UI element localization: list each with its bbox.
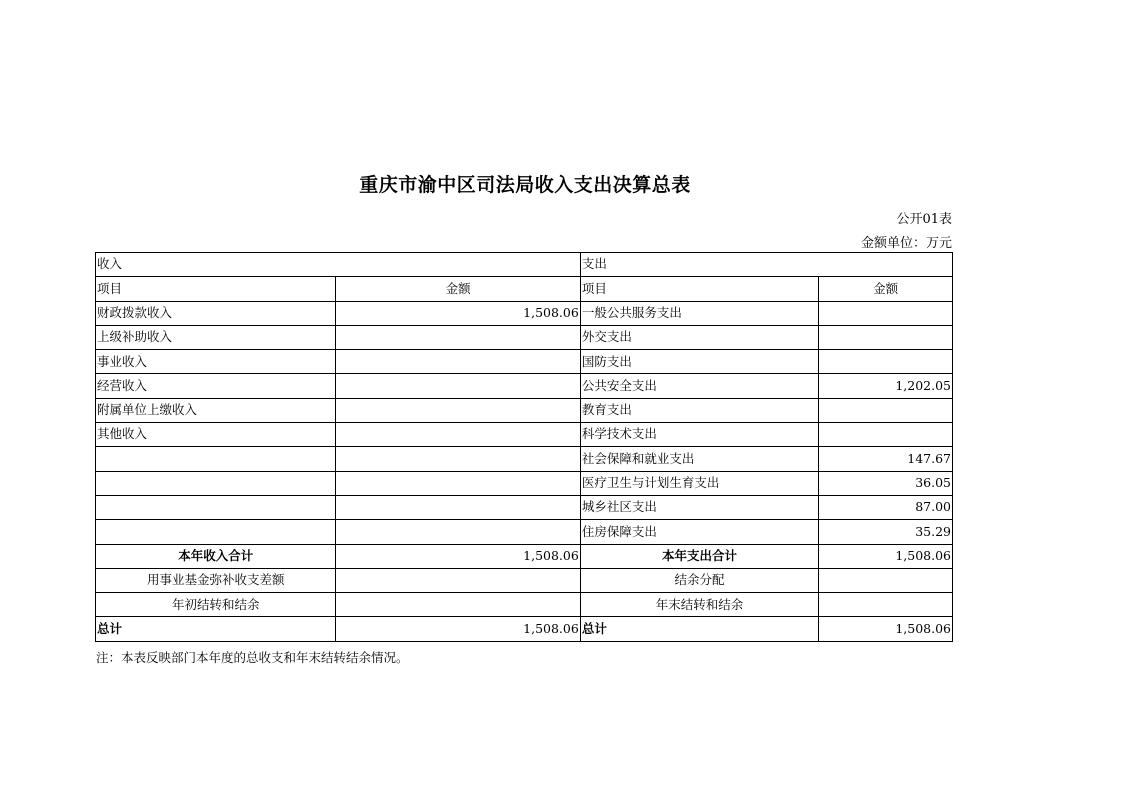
income-total-amount: 1,508.06 [336,617,580,641]
income-extra-amount [336,593,580,617]
table-row [96,520,953,544]
expense-amount: 1,202.05 [819,374,953,398]
income-amount [336,350,580,374]
table-row [96,447,953,471]
expense-item: 外交支出 [580,325,818,349]
table-row [96,301,953,325]
income-extra-label: 用事业基金弥补收支差额 [96,568,336,592]
expense-header: 支出 [580,253,952,277]
table-row [96,495,953,519]
income-item [96,495,336,519]
income-item [96,447,336,471]
income-amount-header: 金额 [336,277,580,301]
table-row [96,374,953,398]
table-row [96,471,953,495]
income-amount [336,447,580,471]
expense-amount [819,398,953,422]
page-title: 重庆市渝中区司法局收入支出决算总表 [359,174,691,196]
expense-subtotal-label: 本年支出合计 [580,544,818,568]
income-item [96,520,336,544]
income-extra-label: 年初结转和结余 [96,593,336,617]
table-row [96,350,953,374]
table-row [96,423,953,447]
expense-amount [819,301,953,325]
expense-amount-header: 金额 [819,277,953,301]
income-amount [336,520,580,544]
expense-item: 住房保障支出 [580,520,818,544]
income-item: 其他收入 [96,423,336,447]
income-amount [336,374,580,398]
income-amount: 1,508.06 [336,301,580,325]
income-item: 附属单位上缴收入 [96,398,336,422]
income-amount [336,325,580,349]
income-header: 收入 [96,253,581,277]
income-amount [336,398,580,422]
income-item-header: 项目 [96,277,336,301]
unit-label: 金额单位：万元 [860,236,952,251]
expense-total-label: 总计 [580,617,818,641]
expense-item: 一般公共服务支出 [580,301,818,325]
expense-amount: 35.29 [819,520,953,544]
expense-extra-amount [819,593,953,617]
expense-item: 公共安全支出 [580,374,818,398]
income-amount [336,471,580,495]
expense-total-amount: 1,508.06 [819,617,953,641]
income-subtotal-label: 本年收入合计 [96,544,336,568]
income-subtotal-amount: 1,508.06 [336,544,580,568]
expense-amount: 36.05 [819,471,953,495]
income-amount [336,495,580,519]
subtotal-row [96,544,953,568]
form-number: 公开01表 [896,212,952,227]
expense-item: 社会保障和就业支出 [580,447,818,471]
expense-subtotal-amount: 1,508.06 [819,544,953,568]
table-row [96,325,953,349]
expense-amount [819,423,953,447]
expense-amount [819,325,953,349]
table-row [96,398,953,422]
income-item: 事业收入 [96,350,336,374]
income-extra-amount [336,568,580,592]
expense-extra-label: 年末结转和结余 [580,593,818,617]
section-header-row [96,253,953,277]
expense-amount: 87.00 [819,495,953,519]
income-item [96,471,336,495]
income-amount [336,423,580,447]
income-expense-table [95,252,953,642]
expense-item: 城乡社区支出 [580,495,818,519]
expense-item-header: 项目 [580,277,818,301]
total-row [96,617,953,641]
income-total-label: 总计 [96,617,336,641]
income-item: 财政拨款收入 [96,301,336,325]
expense-extra-amount [819,568,953,592]
expense-item: 医疗卫生与计划生育支出 [580,471,818,495]
expense-item: 科学技术支出 [580,423,818,447]
income-item: 经营收入 [96,374,336,398]
column-header-row [96,277,953,301]
expense-extra-label: 结余分配 [580,568,818,592]
table-row [96,593,953,617]
expense-item: 教育支出 [580,398,818,422]
footnote: 注：本表反映部门本年度的总收支和年末结转结余情况。 [96,650,409,665]
expense-amount [819,350,953,374]
table-row [96,568,953,592]
income-item: 上级补助收入 [96,325,336,349]
expense-amount: 147.67 [819,447,953,471]
expense-item: 国防支出 [580,350,818,374]
